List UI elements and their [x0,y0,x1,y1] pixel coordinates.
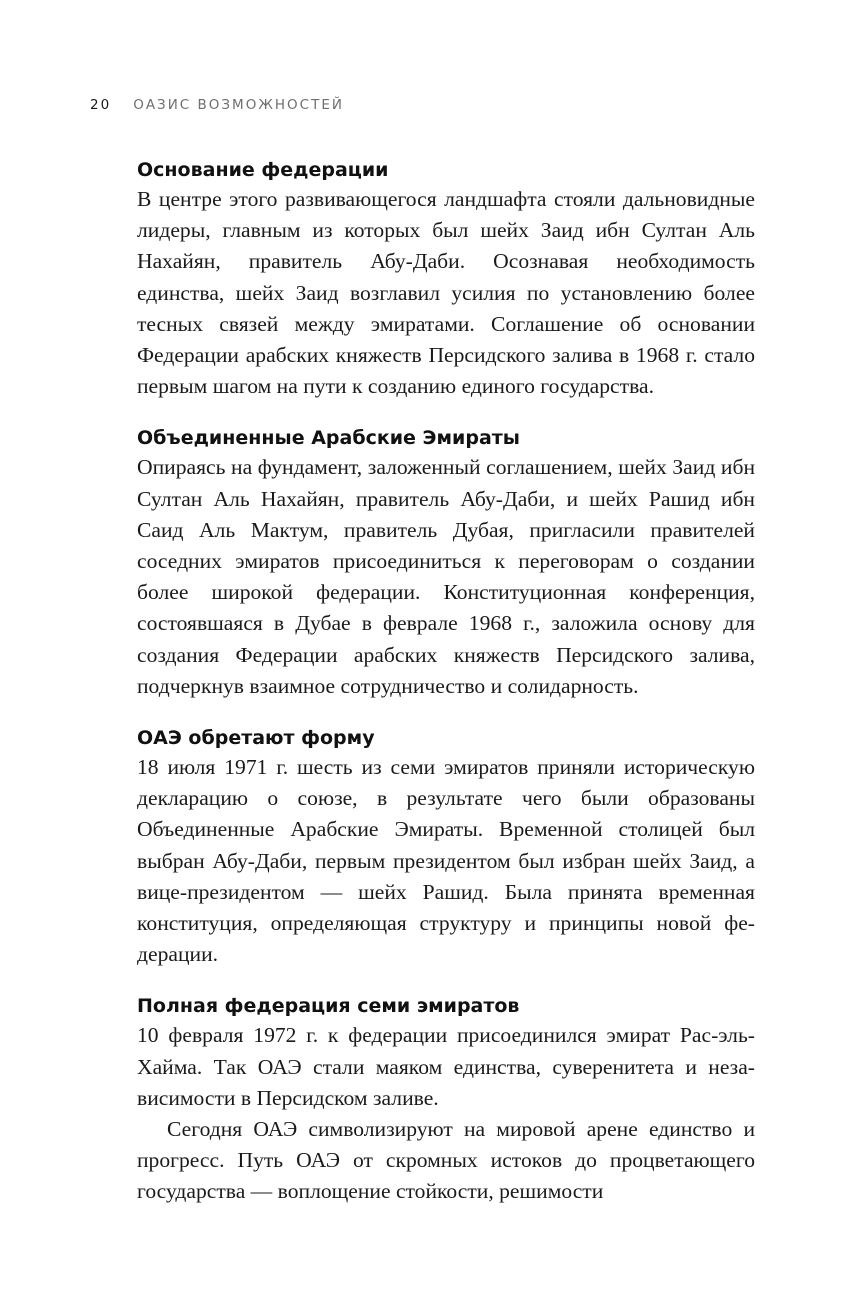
section-uae-takes-shape [137,725,755,970]
paragraph: 18 июля 1971 г. шесть из семи эмиратов приняли историческую декларацию о союзе, в результате чего были образованы Объединенные Арабские Эмираты. Временной столицей был выбран Абу-Даби, первым президентом был избран шейх Заид, а вице-президентом — шейх Рашид. Была принята временная конституция, определяющая структуру и принципы новой федерации. [137,755,755,967]
paragraph: Опираясь на фундамент, заложенный соглашением, шейх Заид ибн Султан Аль Нахайян, правитель Абу-Даби, и шейх Рашид ибн Саид Аль Мактум, правитель Дубая, пригласили правителей соседних эмиратов присоединиться к переговорам о создании более широкой федерации. Конституционная конференция, состоявшаяся в Дубае в феврале 1968 г., заложила основу для создания Федерации арабских княжеств Персидского залива, подчеркнув взаимное сотрудничество и солидарность. [137,455,755,698]
section-federation-founding [137,157,755,402]
paragraph: Сегодня ОАЭ символизируют на мировой арене единство и прогресс. Путь ОАЭ от скромных истоков до процветающего государства — воплощение стойкости, решимости [137,1117,755,1204]
section-heading: Объединенные Арабские Эмираты [137,427,520,450]
book-title: ОАЗИС ВОЗМОЖНОСТЕЙ [133,97,344,113]
section-united-arab-emirates [137,425,755,702]
paragraph: 10 февраля 1972 г. к федерации присоединился эмират Рас-эль-Хайма. Так ОАЭ стали маяком единства, суверенитета и независимости в Персидском заливе. [137,1023,755,1110]
section-full-federation [137,993,755,1207]
section-heading: Основание федерации [137,159,389,181]
section-heading: ОАЭ обретают форму [137,727,375,750]
paragraph: В центре этого развивающегося ландшафта стояли дальновидные лидеры, главным из которых был шейх Заид ибн Султан Аль Нахайян, правитель Абу-Даби. Осознавая необходимость единства, шейх Заид возглавил усилия по установлению более тесных связей между эмиратами. Соглашение об основании Федерации арабских княжеств Персидского залива в 1968 г. стало первым шагом на пути к созданию единого государства. [137,187,755,399]
page-body [137,157,755,1231]
page-number: 20 [90,97,112,113]
section-heading: Полная федерация семи эмиратов [137,995,520,1018]
running-head [90,97,344,113]
